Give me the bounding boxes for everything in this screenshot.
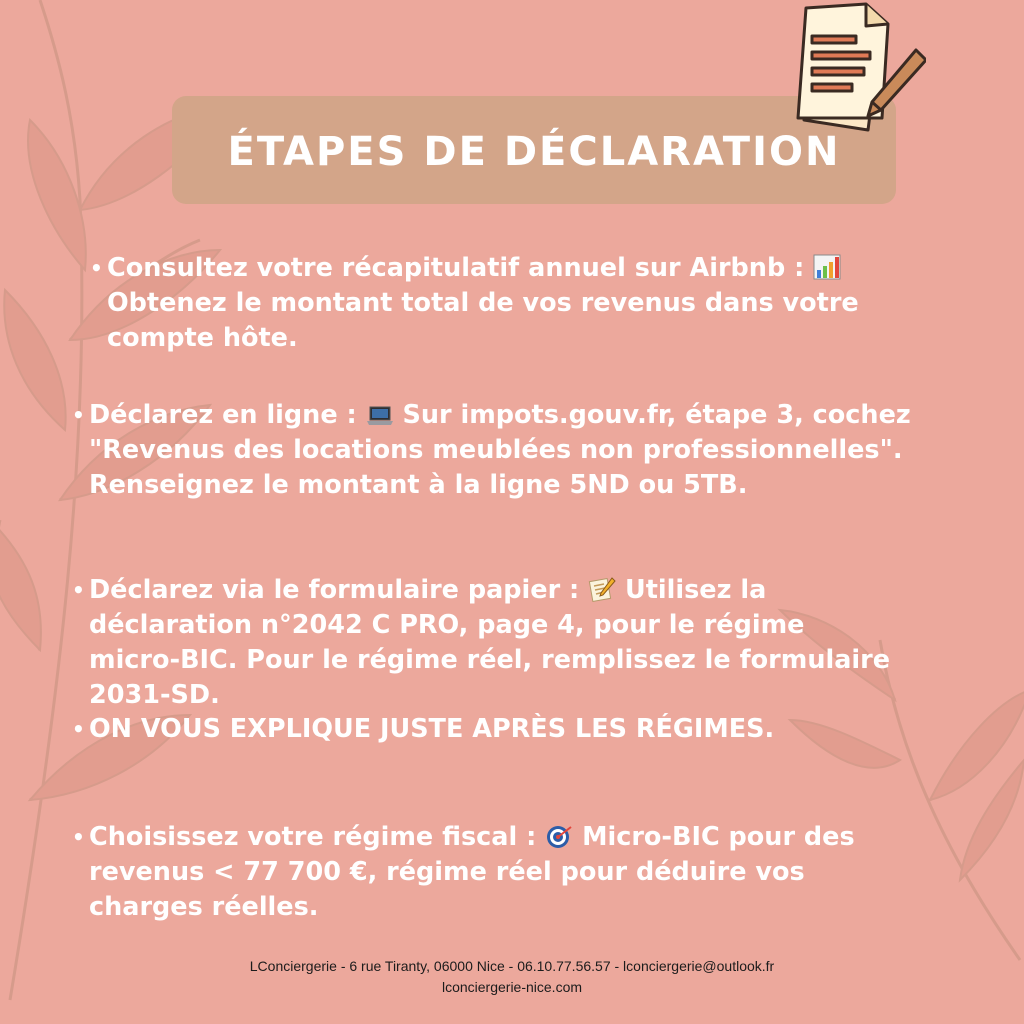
- footer-contact: LConciergerie - 6 rue Tiranty, 06000 Nice - 06.10.77.56.57 - lconciergerie@outlook.fr: [249, 958, 775, 974]
- list-item: [72, 712, 989, 747]
- item-text: "Revenus des locations meublées non professionnelles".: [89, 435, 903, 465]
- item-text: 2031-SD.: [89, 680, 220, 710]
- item-text: Déclarez via le formulaire papier :: [89, 575, 580, 605]
- footer: [0, 956, 1024, 998]
- bullet: •: [72, 717, 85, 741]
- item-text: Choisissez votre régime fiscal :: [89, 822, 537, 852]
- item-text: Sur impots.gouv.fr, étape 3, cochez: [402, 400, 911, 430]
- page-title: ÉTAPES DE DÉCLARATION: [227, 129, 841, 175]
- bullet: •: [72, 578, 85, 602]
- item-text: déclaration n°2042 C PRO, page 4, pour le régime: [89, 610, 805, 640]
- bullet: •: [72, 825, 85, 849]
- item-text: ON VOUS EXPLIQUE JUSTE APRÈS LES RÉGIMES.: [89, 714, 775, 744]
- item-text: charges réelles.: [89, 892, 319, 922]
- item-text: micro-BIC. Pour le régime réel, remplissez le formulaire: [89, 645, 891, 675]
- item-text: compte hôte.: [107, 323, 298, 353]
- item-text: Obtenez le montant total de vos revenus dans votre: [107, 288, 859, 318]
- target-icon: [545, 823, 573, 849]
- bar-chart-icon: [813, 254, 841, 280]
- list-item: [72, 573, 989, 713]
- document-pen-icon: [786, 0, 926, 138]
- item-text: Utilisez la: [625, 575, 767, 605]
- list-item: [72, 398, 989, 503]
- bullet: •: [90, 256, 103, 280]
- item-text: Déclarez en ligne :: [89, 400, 357, 430]
- footer-website: lconciergerie-nice.com: [441, 979, 583, 995]
- item-text: Renseignez le montant à la ligne 5ND ou 5TB.: [89, 470, 748, 500]
- memo-icon: [588, 576, 616, 602]
- item-text: revenus < 77 700 €, régime réel pour déduire vos: [89, 857, 805, 887]
- item-text: Consultez votre récapitulatif annuel sur Airbnb :: [107, 253, 805, 283]
- list-item: [72, 820, 989, 925]
- laptop-icon: [366, 401, 394, 427]
- item-text: Micro-BIC pour des: [582, 822, 855, 852]
- list-item: [90, 251, 967, 356]
- bullet: •: [72, 403, 85, 427]
